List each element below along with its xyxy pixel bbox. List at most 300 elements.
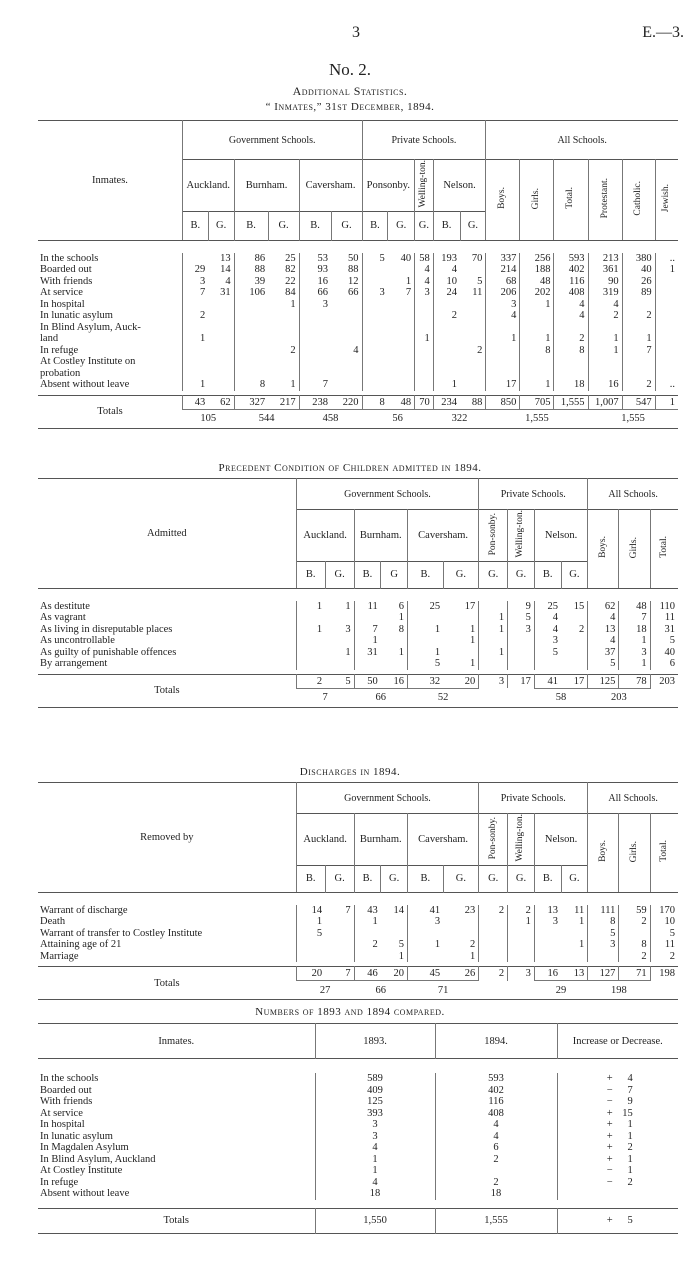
table-cell: 2 [354, 939, 381, 951]
change-value: 15 [622, 1107, 633, 1119]
bg-header: G. [561, 561, 588, 588]
table-cell [460, 310, 486, 322]
value-1893: 4 [315, 1142, 435, 1154]
table-cell [561, 647, 588, 659]
table-cell [388, 356, 415, 368]
nelson-header: Nelson. [534, 814, 587, 866]
table-cell [622, 322, 655, 334]
bg-header: B. [296, 561, 325, 588]
total-cell: 43 [182, 395, 208, 409]
table-cell [407, 635, 443, 647]
total-cell: 217 [279, 396, 296, 408]
table-cell: 50 [348, 252, 359, 264]
table-cell: 6 [650, 658, 678, 670]
totals-label: Totals [97, 406, 123, 418]
table-row [38, 905, 678, 917]
table-cell [508, 635, 535, 647]
table-cell [381, 658, 408, 670]
table-cell: 1 [433, 379, 460, 391]
girls-header: Girls. [628, 536, 639, 558]
change-value: 1 [627, 1165, 633, 1176]
gov-schools-header: Government Schools. [296, 783, 479, 814]
table-cell [354, 612, 381, 624]
bg-header: G. [388, 211, 415, 240]
table-row [38, 264, 678, 276]
table-cell [534, 951, 561, 963]
table-cell: 39 [234, 276, 268, 288]
table-cell [268, 310, 299, 322]
table-cell: 106 [234, 287, 268, 299]
table-cell [331, 299, 362, 311]
table-row [38, 658, 678, 670]
value-1893: 1 [315, 1154, 435, 1166]
subtotal-cell: 58 [534, 688, 587, 707]
bg-header: B. [354, 865, 381, 892]
table-cell: 1 [407, 939, 443, 951]
row-label: Boarded out [40, 264, 92, 276]
row-label: With friends [40, 1096, 93, 1107]
table-cell: 86 [234, 253, 268, 265]
table-cell [208, 310, 234, 322]
table-cell [208, 356, 234, 368]
t4-1893-header: 1893. [315, 1024, 435, 1059]
table-cell: 4 [534, 612, 561, 624]
total-cell: 198 [650, 967, 678, 981]
table-cell [655, 368, 678, 380]
total-cell: 1,555 [554, 395, 588, 409]
table-cell: 1 [520, 299, 554, 311]
table-cell: 1 [520, 379, 554, 391]
table-cell [388, 368, 415, 380]
table-cell: 2 [554, 333, 588, 345]
table-cell: 4 [353, 344, 359, 356]
row-label: In Blind Asylum, Auckland [40, 1153, 156, 1165]
table-cell: 1 [405, 275, 412, 287]
total-header: Total. [658, 536, 669, 559]
table-cell: 26 [622, 276, 655, 288]
table-cell: 213 [588, 253, 622, 265]
total-cell: 220 [342, 396, 359, 408]
change-value: 1 [627, 1119, 633, 1130]
table-row [38, 1131, 678, 1143]
row-label: In refuge [40, 344, 79, 356]
table-cell: 3 [407, 916, 443, 928]
boys-header: Boys. [497, 187, 508, 210]
row-label: As living in disreputable places [40, 623, 173, 635]
table-cell [460, 356, 486, 368]
table-cell: 13 [588, 624, 619, 636]
table-row [38, 601, 678, 613]
table-cell: 11 [650, 612, 678, 624]
change-sign: + [606, 1107, 613, 1119]
row-label: In refuge [40, 1176, 79, 1188]
table-cell [460, 264, 486, 276]
total-cell: 20 [296, 967, 325, 981]
table-cell: 2 [622, 379, 655, 391]
table-cell [486, 356, 520, 368]
table-cell: 2 [619, 951, 650, 963]
table-cell: 11 [574, 904, 585, 916]
value-1894: 402 [435, 1085, 557, 1097]
table-cell: 2 [479, 905, 508, 917]
table-cell [325, 612, 354, 624]
table-cell [182, 345, 208, 357]
table-cell [655, 322, 678, 334]
table-cell [433, 299, 460, 311]
table-row [38, 333, 678, 345]
value-1894: 4 [435, 1119, 557, 1131]
boys-header: Boys. [597, 536, 608, 559]
table-cell [443, 612, 479, 624]
table-cell [362, 333, 388, 345]
table-row [38, 299, 678, 311]
table-cell: 4 [554, 299, 588, 311]
table-cell [460, 299, 486, 311]
subtotal-cell: 322 [433, 409, 486, 428]
table-cell: 13 [534, 905, 561, 917]
table-cell: 4 [486, 310, 520, 322]
table-cell: 319 [588, 287, 622, 299]
table-cell: 2 [622, 310, 655, 322]
table-cell [182, 299, 208, 311]
total-cell: 5 [345, 675, 351, 687]
nelson-header: Nelson. [534, 510, 587, 562]
totals-label: Totals [154, 685, 180, 697]
table-cell: .. [655, 379, 678, 391]
table-cell: 2 [290, 344, 296, 356]
row-label: land [40, 333, 59, 345]
value-1893: 4 [315, 1177, 435, 1189]
table-cell: 8 [398, 623, 404, 635]
all-schools-header: All Schools. [486, 121, 678, 160]
wellington-header: Welling-ton. [515, 510, 526, 558]
change-sign: − [606, 1096, 613, 1107]
table-cell: 31 [354, 647, 381, 659]
table-cell: 1 [182, 379, 208, 391]
table-cell [388, 299, 415, 311]
table-cell [331, 310, 362, 322]
table-cell: 256 [520, 253, 554, 265]
table-cell [407, 928, 443, 940]
table-cell [388, 264, 415, 276]
table-row [38, 624, 678, 636]
total-cell: 16 [393, 675, 404, 687]
table-cell: 17 [486, 379, 520, 391]
table-cell: 337 [486, 253, 520, 265]
bg-header: G. [415, 211, 434, 240]
row-label: In the schools [40, 1073, 99, 1084]
value-1894 [435, 1165, 557, 1177]
table-cell [619, 928, 650, 940]
table-cell: 1 [345, 600, 351, 612]
bg-header: G. [460, 211, 486, 240]
change-sign: + [606, 1073, 613, 1084]
table-cell: 206 [486, 287, 520, 299]
total-cell: 13 [573, 968, 585, 980]
table-cell [415, 310, 434, 322]
table-cell [362, 310, 388, 322]
row-label: As destitute [40, 600, 90, 612]
row-header: Removed by [38, 783, 296, 893]
table-cell [561, 635, 588, 647]
value-1894: 4 [435, 1131, 557, 1143]
table-cell: 5 [477, 275, 483, 287]
table-cell [655, 356, 678, 368]
inmates-column-header: Inmates. [38, 121, 182, 241]
table-cell [534, 658, 561, 670]
table-cell: 7 [299, 379, 331, 391]
table-cell [655, 287, 678, 299]
table-cell [325, 928, 354, 940]
table-cell: 9 [508, 601, 535, 613]
table-cell: 3 [362, 287, 388, 299]
table-cell [354, 951, 381, 963]
total-cell: 16 [534, 967, 561, 981]
table-cell: 14 [296, 905, 325, 917]
subtotal-cell: 198 [588, 981, 650, 1000]
row-label: Attaining age of 21 [40, 939, 122, 951]
row-label: In the schools [40, 252, 99, 264]
table-cell: 7 [345, 904, 351, 916]
table-cell: 13 [220, 252, 231, 264]
table-cell [331, 379, 362, 391]
table-cell: 1 [479, 612, 508, 624]
row-label: As uncontrollable [40, 635, 115, 647]
table-cell [299, 356, 331, 368]
table-cell: 25 [285, 252, 296, 264]
change-sign: − [606, 1176, 613, 1188]
table-cell [622, 356, 655, 368]
table-cell: 1 [354, 635, 381, 647]
table-cell [381, 916, 408, 928]
table-cell [331, 322, 362, 334]
table-row [38, 951, 678, 963]
table-row [38, 345, 678, 357]
table-cell [460, 333, 486, 345]
total-header: Total. [658, 840, 669, 863]
subtotal-cell: 544 [234, 409, 299, 428]
bg-header: G. [479, 865, 508, 892]
table-cell: 1 [290, 298, 296, 310]
table-cell: 1 [290, 379, 296, 391]
table-cell: 14 [393, 904, 404, 916]
table-cell: 1 [479, 647, 508, 659]
table-cell: 25 [407, 601, 443, 613]
total-cell: 48 [400, 396, 412, 408]
total-cell: 327 [234, 395, 268, 409]
table-cell [268, 356, 299, 368]
total-header: Total. [565, 187, 576, 210]
value-1893: 3 [315, 1131, 435, 1143]
total-cell: 7 [345, 968, 351, 980]
row-label: In hospital [40, 298, 85, 310]
table-cell: 2 [650, 951, 678, 963]
table-cell: 59 [619, 905, 650, 917]
row-label: In lunatic asylum [40, 1130, 113, 1142]
table-cell [443, 647, 479, 659]
row-label: probation [40, 367, 81, 379]
total-cell: 238 [299, 395, 331, 409]
table-cell [479, 939, 508, 951]
table-cell [520, 368, 554, 380]
table-cell: 5 [650, 928, 678, 940]
row-label: Absent without leave [40, 1188, 130, 1199]
burnham-header: Burnham. [354, 814, 407, 866]
table-cell: 11 [354, 601, 381, 613]
table-cell [208, 322, 234, 334]
table-cell [296, 951, 325, 963]
table-cell: 31 [650, 624, 678, 636]
table-cell [588, 951, 619, 963]
table-cell: 1 [415, 333, 434, 345]
table-cell: 11 [472, 287, 483, 299]
table-row [38, 635, 678, 647]
document-title: No. 2. [328, 60, 372, 79]
nelson-header: Nelson. [433, 160, 486, 212]
table-cell [381, 635, 408, 647]
table-cell: 7 [182, 287, 208, 299]
table-cell [268, 322, 299, 334]
subtotal-cell: 52 [407, 688, 478, 707]
table-cell: 1 [588, 333, 622, 345]
table-cell: 25 [534, 601, 561, 613]
subtotal-cell: 1,555 [588, 409, 678, 428]
row-label: Boarded out [40, 1084, 92, 1096]
table-cell: 2 [588, 310, 622, 322]
row-label: At Costley Institute [40, 1165, 123, 1176]
table-cell [182, 368, 208, 380]
total-cell: 78 [619, 674, 650, 688]
table-cell: 1 [479, 624, 508, 636]
total-1893: 1,550 [315, 1208, 435, 1233]
comparison-table [38, 1023, 678, 1234]
bg-header: G. [325, 561, 354, 588]
table-cell [208, 368, 234, 380]
table-cell [296, 635, 325, 647]
table-cell: 1 [407, 624, 443, 636]
table-cell [234, 310, 268, 322]
row-label: Death [40, 916, 66, 928]
table-row [38, 356, 678, 368]
table-cell: 1 [296, 624, 325, 636]
table-cell [520, 356, 554, 368]
table-cell: 48 [619, 601, 650, 613]
table-cell: 361 [588, 264, 622, 276]
table-cell [299, 322, 331, 334]
table-cell [415, 356, 434, 368]
admissions-table [38, 478, 678, 708]
table-cell: 4 [415, 264, 434, 276]
table-cell [479, 916, 508, 928]
table-cell: 202 [520, 287, 554, 299]
table-cell [208, 299, 234, 311]
table-cell [268, 333, 299, 345]
change-value: 1 [627, 1153, 633, 1165]
table-cell: 40 [650, 647, 678, 659]
table-cell [508, 928, 535, 940]
total-cell: 850 [486, 395, 520, 409]
table-cell [296, 647, 325, 659]
table-row [38, 287, 678, 299]
bg-header: B. [234, 211, 268, 240]
bg-header: B. [433, 211, 460, 240]
table-cell [622, 299, 655, 311]
table-cell [268, 368, 299, 380]
bg-header: G. [479, 561, 508, 588]
table-cell: 4 [588, 635, 619, 647]
table-cell [234, 299, 268, 311]
table-cell: 5 [588, 658, 619, 670]
caversham-header: Caversham. [407, 814, 478, 866]
table-cell [325, 635, 354, 647]
table-cell [520, 310, 554, 322]
table-cell: 5 [534, 647, 561, 659]
value-1893: 3 [315, 1119, 435, 1131]
row-label: In Blind Asylum, Auck- [40, 321, 141, 333]
table-cell: 1 [182, 333, 208, 345]
subtotal-cell: 458 [299, 409, 362, 428]
table-row [38, 1108, 678, 1120]
table-cell: 90 [588, 276, 622, 288]
table-cell [388, 379, 415, 391]
row-label: As guilty of punishable offences [40, 646, 177, 658]
table-cell [182, 356, 208, 368]
table-cell [460, 379, 486, 391]
table-cell: 1 [622, 333, 655, 345]
table-cell [655, 333, 678, 345]
jewish-header: Jewish. [661, 184, 672, 213]
value-1894: 2 [435, 1177, 557, 1189]
subtotal-cell: 1,555 [486, 409, 588, 428]
table-cell [443, 928, 479, 940]
total-cell: 125 [588, 674, 619, 688]
table-cell: 7 [354, 624, 381, 636]
table-cell [208, 345, 234, 357]
table-cell [655, 310, 678, 322]
table-cell [388, 322, 415, 334]
table-row [38, 1073, 678, 1085]
table-cell: 23 [464, 904, 476, 916]
table-cell [296, 658, 325, 670]
table-cell [508, 658, 535, 670]
table-row [38, 1085, 678, 1097]
table-cell: 1 [469, 950, 476, 962]
table-cell: 3 [534, 635, 561, 647]
value-1894: 18 [435, 1188, 557, 1200]
table-cell: 1 [469, 635, 476, 647]
bg-header: B. [296, 865, 325, 892]
totals-label: Totals [163, 1215, 189, 1226]
bg-header: B. [407, 561, 443, 588]
table-cell [554, 322, 588, 334]
change-sign: − [606, 1165, 613, 1176]
subtotal-cell: 105 [182, 409, 234, 428]
table-cell: 7 [619, 612, 650, 624]
table-cell [561, 658, 588, 670]
table-cell [362, 264, 388, 276]
change-value: 4 [627, 1073, 633, 1084]
table-cell: 1 [469, 623, 476, 635]
table-cell: 2 [182, 310, 208, 322]
table-cell: 1 [296, 916, 325, 928]
burnham-header: Burnham. [234, 160, 299, 212]
table-row [38, 379, 678, 391]
table-cell [508, 951, 535, 963]
table-cell: 4 [433, 264, 460, 276]
table-cell [554, 356, 588, 368]
table-cell: .. [655, 253, 678, 265]
table-cell [407, 951, 443, 963]
